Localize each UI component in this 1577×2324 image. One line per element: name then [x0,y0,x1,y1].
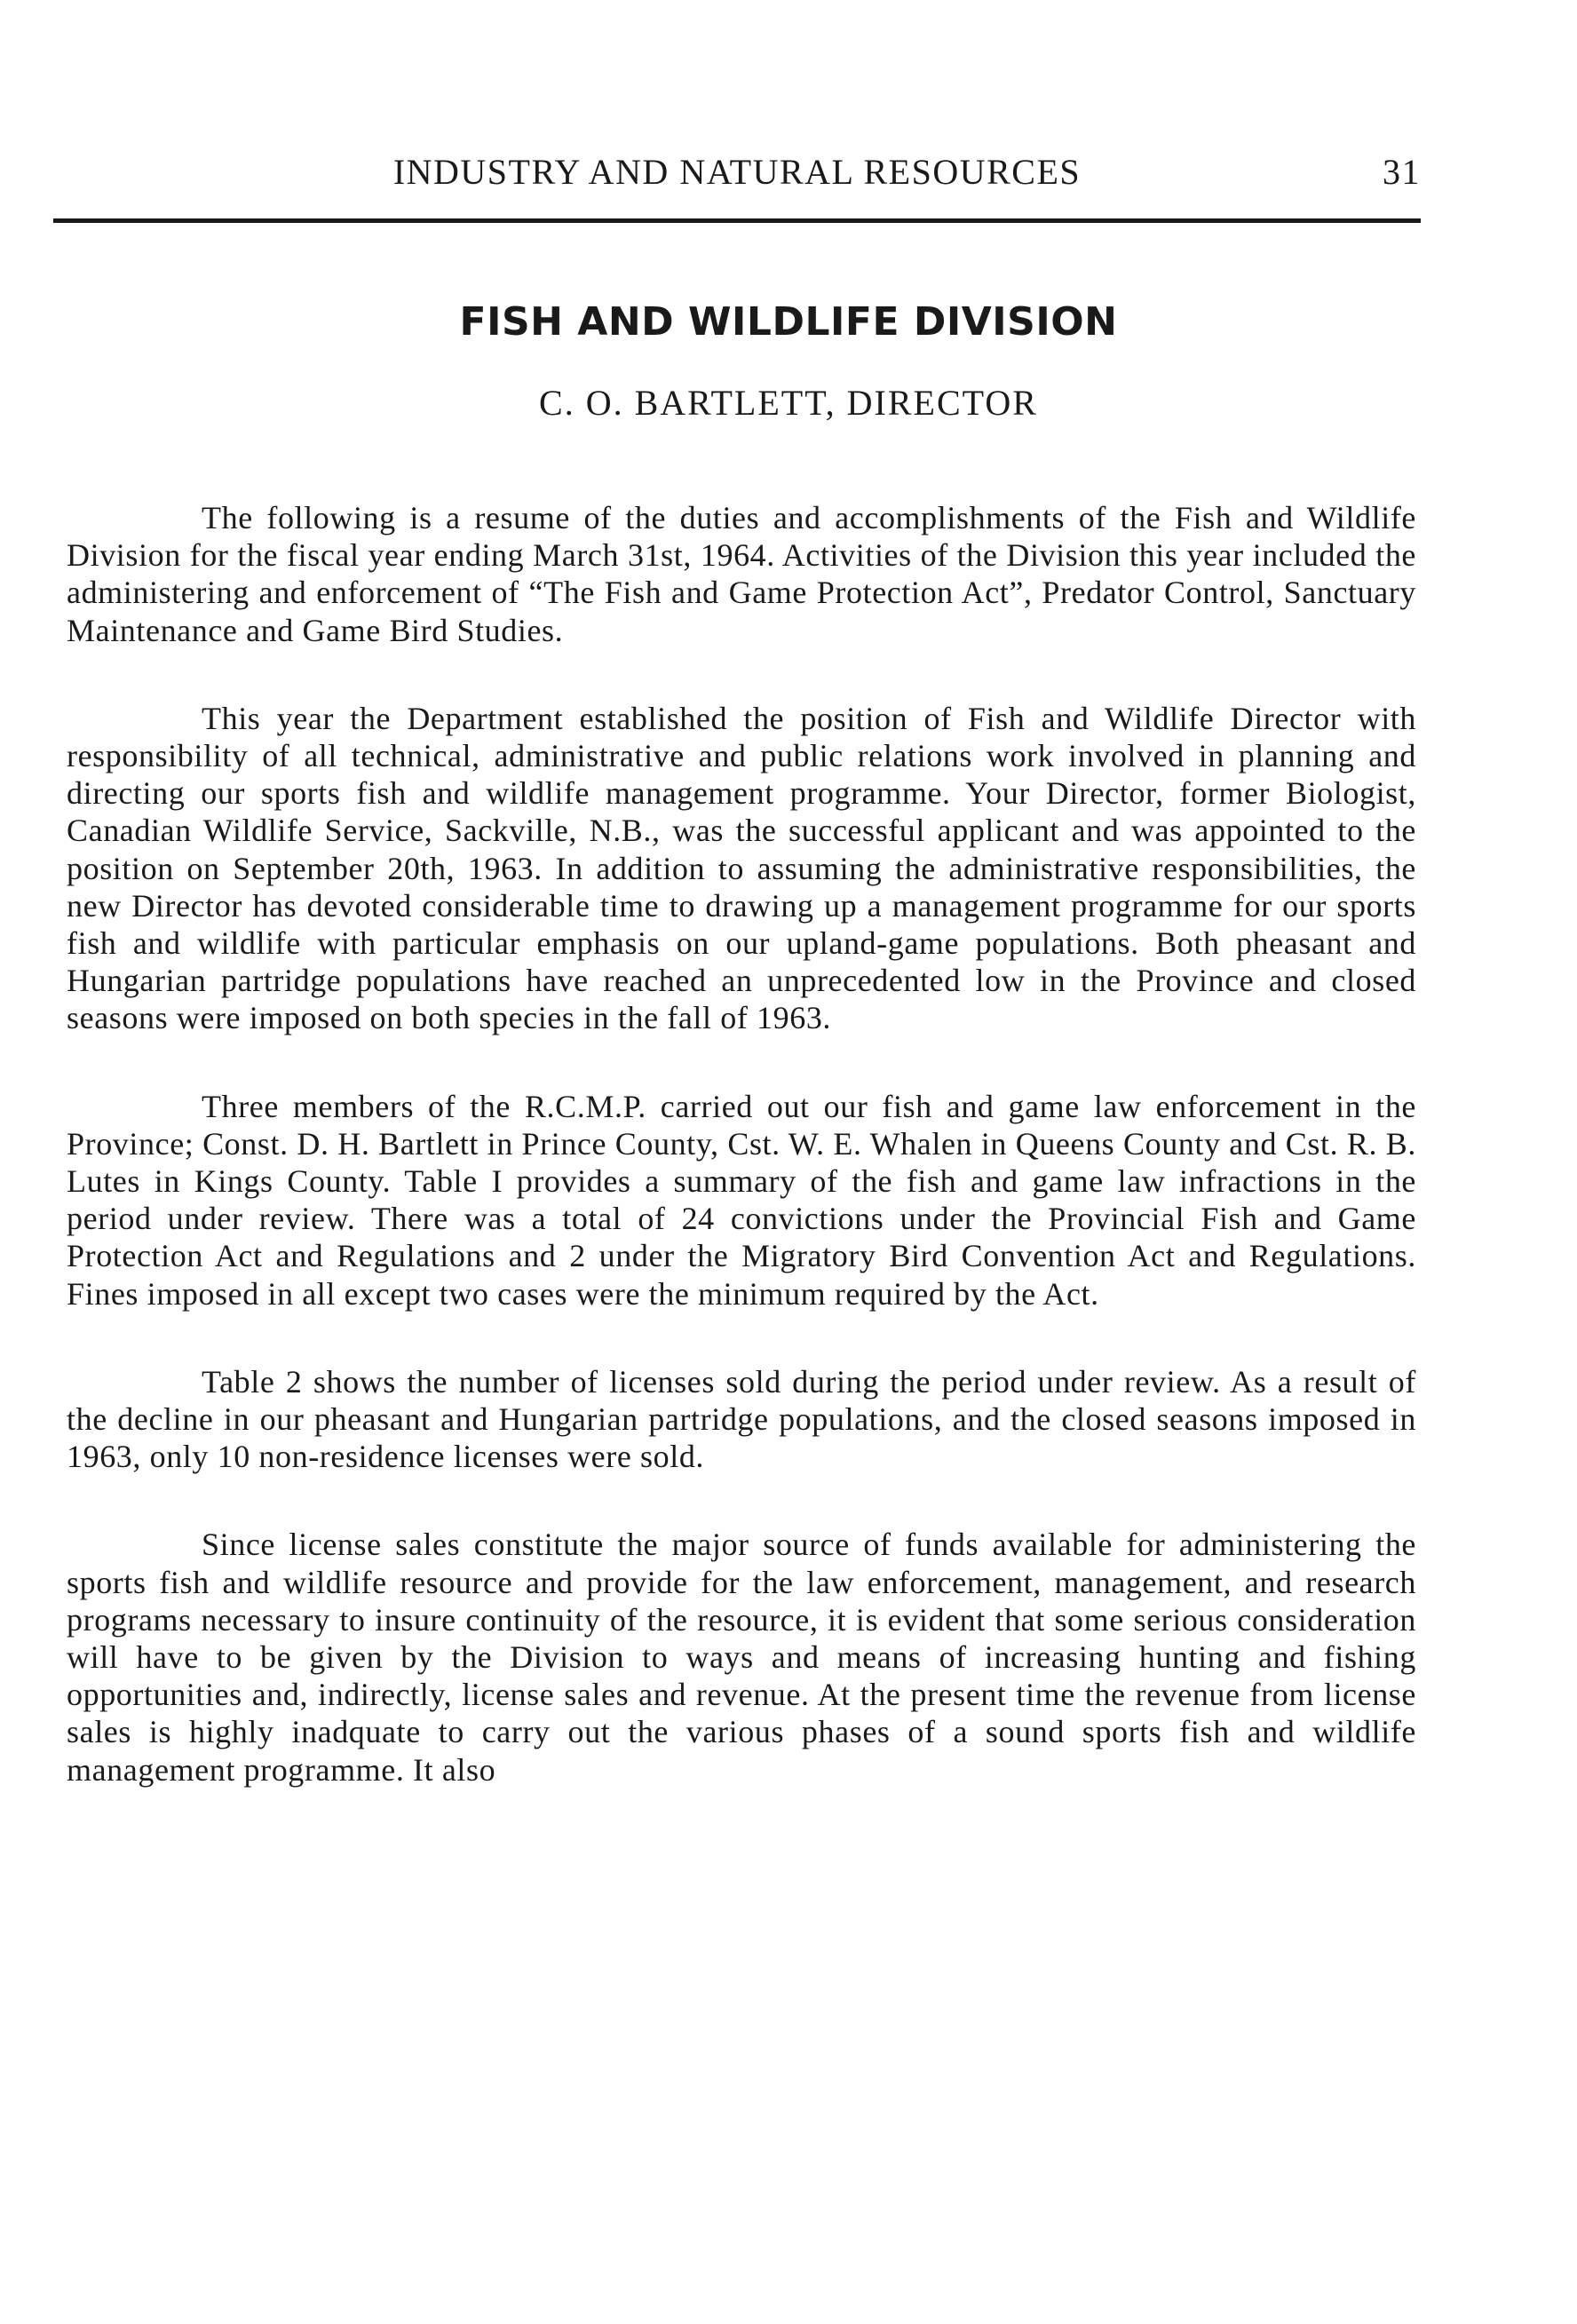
paragraph: Since license sales constitute the major source of funds available for administering the sports fish and wildlife resource and provide for the law enforcement, management, and research programs necessary to insure continuity of the resource, it is evident that some serious consideration will have to be given by the Division to ways and means of increasing hunting and fishing opportunities and, indirectly, license sales and revenue. At the present time the revenue from license sales is highly inadquate to carry out the various phases of a sound sports fish and wildlife management programme. It also [67,1527,1416,1788]
paragraph: The following is a resume of the duties and accomplishments of the Fish and Wildlife Division for the fiscal year ending March 31st, 1964. Activities of the Division this year included the administering and enforcement of “The Fish and Game Protection Act”, Predator Control, Sanctuary Maintenance and Game Bird Studies. [67,500,1416,648]
byline: C. O. BARTLETT, DIRECTOR [539,383,1038,423]
paragraph: Table 2 shows the number of licenses sold during the period under review. As a result of the decline in our pheasant and Hungarian partridge populations, and the closed seasons imposed in 1963, only 10 non-residence licenses were sold. [67,1363,1416,1475]
body-text [67,499,1416,1839]
page-number: 31 [1383,152,1421,192]
paragraph: Three members of the R.C.M.P. carried out our fish and game law enforcement in the Province; Const. D. H. Bartlett in Prince County, Cst. W. E. Whalen in Queens County and Cst. R. B. Lutes in Kings County. Table I provides a summary of the fish and game law infractions in the period under review. There was a total of 24 convictions under the Provincial Fish and Game Protection Act and Regulations and 2 under the Migratory Bird Convention Act and Regulations. Fines imposed in all except two cases were the minimum required by the Act. [67,1088,1416,1312]
section-title: FISH AND WILDLIFE DIVISION [459,299,1118,345]
paragraph: This year the Department established the position of Fish and Wildlife Director with responsibility of all technical, administrative and public relations work involved in planning and directing our sports fish and wildlife management programme. Your Director, former Biologist, Canadian Wildlife Service, Sackville, N.B., was the successful applicant and was appointed to the position on September 20th, 1963. In addition to assuming the administrative responsibilities, the new Director has devoted considerable time to drawing up a management programme for our sports fish and wildlife with particular emphasis on our upland-game populations. Both pheasant and Hungarian partridge populations have reached an unprecedented low in the Province and closed seasons were imposed on both species in the fall of 1963. [67,700,1416,1036]
running-header [53,151,1421,204]
header-rule [53,218,1421,223]
running-title: INDUSTRY AND NATURAL RESOURCES [392,152,1082,192]
